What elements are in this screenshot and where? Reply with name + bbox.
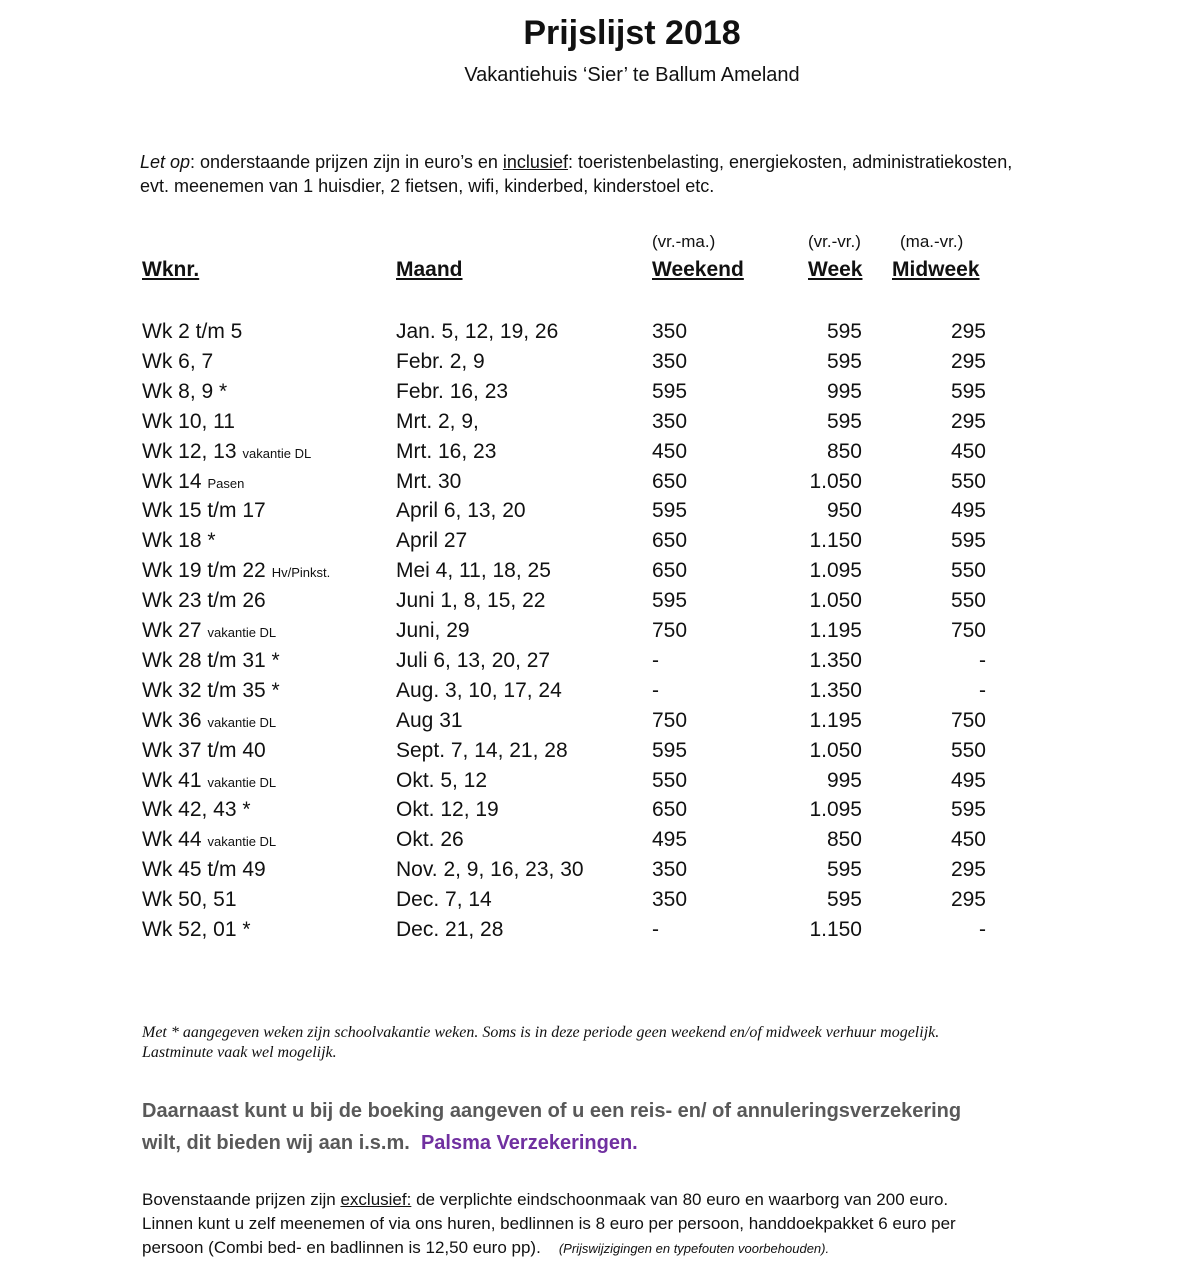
week-price-cell (762, 380, 862, 404)
week-number-cell-text: Wk 8, 9 * (142, 379, 228, 403)
week-price-cell-text: 995 (826, 768, 862, 792)
weekend-price-cell-text: - (652, 678, 659, 702)
week-price-cell (762, 828, 862, 852)
table-row (0, 679, 1190, 709)
midweek-price-cell-text: 450 (950, 828, 986, 852)
month-dates-cell (396, 649, 550, 673)
weekend-price-cell-text: 350 (652, 409, 688, 433)
midweek-price-cell (886, 888, 986, 912)
week-price-cell (762, 709, 862, 733)
week-number-cell (142, 559, 330, 583)
week-price-cell-text: 595 (826, 858, 862, 882)
weekend-price-cell (652, 499, 687, 523)
weekend-price-cell (652, 440, 687, 464)
table-row (0, 320, 1190, 350)
midweek-price-cell (886, 470, 986, 494)
midweek-price-cell (886, 320, 986, 344)
midweek-price-cell-text: 295 (950, 409, 986, 433)
insurance-partner-link[interactable]: Palsma Verzekeringen. (420, 1132, 638, 1154)
weekend-price-cell (652, 559, 687, 583)
week-price-cell-text: 1.150 (809, 529, 862, 553)
weekend-price-cell (652, 739, 687, 763)
weekend-price-cell-text: 650 (652, 529, 688, 553)
week-price-cell-text: 1.350 (809, 648, 862, 672)
week-price-cell-text: 1.195 (809, 708, 862, 732)
midweek-price-cell-text: 550 (950, 738, 986, 762)
intro-text-b: : toeristenbelasting, energiekosten, administratiekosten, (567, 152, 1013, 172)
month-dates-cell (396, 470, 461, 494)
table-row (0, 589, 1190, 619)
table-row (0, 380, 1190, 410)
midweek-price-cell-text: 595 (950, 379, 986, 403)
week-price-cell (762, 888, 862, 912)
week-price-cell-text: 595 (826, 349, 862, 373)
month-dates-cell (396, 619, 470, 643)
week-number-cell (142, 320, 248, 344)
week-number-cell (142, 769, 276, 793)
week-price-cell (762, 470, 862, 494)
midweek-price-cell (886, 739, 986, 763)
week-price-cell (762, 649, 862, 673)
week-price-cell-text: 1.050 (809, 589, 862, 613)
week-number-cell-text: Wk 23 t/m 26 (142, 589, 266, 613)
footnote-line-2: Lastminute vaak wel mogelijk. (142, 1044, 337, 1061)
weekend-price-cell-text: 595 (652, 738, 688, 762)
table-row (0, 888, 1190, 918)
week-number-cell (142, 619, 276, 643)
midweek-price-cell-text: 295 (950, 858, 986, 882)
weekend-sub-header: (vr.-ma.) (652, 232, 716, 251)
table-row (0, 918, 1190, 948)
table-row (0, 739, 1190, 769)
month-dates-cell-text: April 27 (396, 529, 468, 553)
page-subtitle: Vakantiehuis ‘Sier’ te Ballum Ameland (464, 64, 800, 86)
midweek-price-cell (886, 769, 986, 793)
month-dates-cell-text: Okt. 26 (396, 828, 464, 852)
midweek-price-cell (886, 679, 986, 703)
week-number-cell (142, 529, 222, 553)
weekend-price-cell-text: 350 (652, 858, 688, 882)
table-row (0, 769, 1190, 799)
month-dates-cell-text: April 6, 13, 20 (396, 499, 526, 523)
week-price-cell-text: 1.350 (809, 678, 862, 702)
month-dates-cell-text: Aug 31 (396, 708, 463, 732)
week-price-cell (762, 769, 862, 793)
weekend-price-cell-text: 750 (652, 708, 688, 732)
exclusief-label: exclusief: (340, 1190, 412, 1209)
page-title: Prijslijst 2018 (523, 14, 741, 52)
month-dates-cell (396, 589, 545, 613)
weekend-price-cell (652, 470, 687, 494)
midweek-price-cell-text: 450 (950, 439, 986, 463)
week-price-cell-text: 950 (826, 499, 862, 523)
week-number-cell-text: Wk 14 (142, 469, 202, 493)
midweek-price-cell-text: 495 (950, 768, 986, 792)
month-dates-cell (396, 440, 496, 464)
week-price-cell (762, 499, 862, 523)
weekend-price-cell (652, 798, 687, 822)
week-price-cell-text: 1.195 (809, 619, 862, 642)
column-header-weekend: Weekend (652, 258, 744, 281)
midweek-price-cell-text: 750 (950, 708, 986, 732)
intro-text-a: : onderstaande prijzen zijn in euro’s en (190, 152, 503, 172)
month-dates-cell (396, 888, 492, 912)
month-dates-cell (396, 858, 584, 882)
month-dates-cell-text: Febr. 16, 23 (396, 379, 509, 403)
week-number-cell-text: Wk 52, 01 * (142, 918, 251, 941)
intro-line-1 (140, 152, 1012, 173)
week-price-cell (762, 410, 862, 434)
midweek-price-cell-text: 595 (950, 798, 986, 822)
week-note: Hv/Pinkst. (271, 565, 331, 581)
let-op-label: Let op (140, 152, 191, 172)
midweek-price-cell (886, 649, 986, 673)
week-number-cell-text: Wk 18 * (142, 529, 216, 553)
month-dates-cell (396, 529, 467, 553)
week-price-cell (762, 679, 862, 703)
week-number-cell (142, 918, 257, 942)
week-note: vakantie DL (242, 445, 312, 461)
weekend-price-cell (652, 858, 687, 882)
week-note: vakantie DL (207, 714, 277, 730)
table-row (0, 440, 1190, 470)
month-dates-cell-text: Okt. 5, 12 (396, 768, 488, 792)
week-price-cell (762, 320, 862, 344)
midweek-price-cell (886, 709, 986, 733)
insurance-line-1: Daarnaast kunt u bij de boeking aangeven of u een reis- en/ of annuleringsverzekering (142, 1100, 962, 1122)
weekend-price-cell-text: - (652, 648, 659, 672)
month-dates-cell (396, 350, 485, 374)
weekend-price-cell (652, 619, 687, 643)
week-number-cell (142, 410, 241, 434)
week-note: vakantie DL (207, 625, 277, 640)
midweek-price-cell (886, 350, 986, 374)
weekend-price-cell-text: 595 (652, 589, 688, 613)
month-dates-cell (396, 769, 487, 793)
month-dates-cell (396, 320, 558, 344)
midweek-price-cell-text: - (979, 918, 986, 941)
weekend-price-cell-text: 595 (652, 499, 688, 523)
week-number-cell-text: Wk 15 t/m 17 (142, 499, 266, 523)
week-number-cell (142, 499, 272, 523)
month-dates-cell-text: Sept. 7, 14, 21, 28 (396, 738, 568, 762)
month-dates-cell-text: Mrt. 16, 23 (396, 439, 497, 463)
week-price-cell (762, 559, 862, 583)
bottom-line-1: Bovenstaande prijzen zijn exclusief: de verplichte eindschoonmaak van 80 euro en waarborg van 200 euro. (142, 1190, 949, 1209)
column-header-wknr: Wknr. (142, 258, 200, 281)
intro-line-2: evt. meenemen van 1 huisdier, 2 fietsen, wifi, kinderbed, kinderstoel etc. (140, 176, 715, 196)
month-dates-cell-text: Dec. 7, 14 (396, 888, 492, 912)
weekend-price-cell (652, 828, 687, 852)
week-price-cell-text: 1.095 (809, 559, 862, 583)
month-dates-cell (396, 828, 464, 852)
month-dates-cell-text: Juni, 29 (396, 619, 470, 642)
week-price-cell (762, 440, 862, 464)
week-number-cell-text: Wk 37 t/m 40 (142, 738, 266, 762)
table-row (0, 499, 1190, 529)
weekend-price-cell (652, 410, 687, 434)
week-price-cell (762, 798, 862, 822)
bottom-line-3: persoon (Combi bed- en badlinnen is 12,50 euro pp). (Prijswijzigingen en typefouten voorbehouden). (142, 1238, 830, 1257)
week-note: Pasen (207, 475, 245, 491)
week-number-cell (142, 888, 243, 912)
midweek-price-cell-text: 750 (950, 619, 986, 642)
week-number-cell (142, 380, 233, 404)
table-row (0, 649, 1190, 679)
month-dates-cell-text: Juni 1, 8, 15, 22 (396, 589, 546, 613)
week-number-cell-text: Wk 50, 51 (142, 888, 237, 912)
column-header-midweek: Midweek (892, 258, 980, 281)
week-number-cell-text: Wk 36 (142, 708, 202, 732)
week-number-cell-text: Wk 27 (142, 619, 202, 642)
month-dates-cell (396, 709, 463, 733)
month-dates-cell-text: Mrt. 2, 9, (396, 409, 479, 433)
month-dates-cell-text: Febr. 2, 9 (396, 349, 485, 373)
week-sub-header: (vr.-vr.) (808, 232, 861, 251)
week-number-cell-text: Wk 19 t/m 22 (142, 559, 266, 583)
week-number-cell-text: Wk 6, 7 (142, 349, 214, 373)
footnote-line-1: Met * aangegeven weken zijn schoolvakantie weken. Soms is in deze periode geen weekend en/of midweek verhuur mogelijk. (142, 1024, 940, 1041)
week-number-cell (142, 858, 272, 882)
month-dates-cell-text: Dec. 21, 28 (396, 918, 504, 941)
weekend-price-cell-text: 650 (652, 469, 688, 493)
week-number-cell (142, 589, 272, 613)
month-dates-cell (396, 679, 562, 703)
midweek-price-cell (886, 858, 986, 882)
midweek-price-cell-text: 295 (950, 349, 986, 373)
month-dates-cell-text: Mrt. 30 (396, 469, 462, 493)
column-header-maand: Maand (396, 258, 463, 281)
midweek-price-cell-text: - (979, 678, 986, 702)
week-price-cell (762, 350, 862, 374)
weekend-price-cell (652, 589, 687, 613)
midweek-price-cell (886, 529, 986, 553)
week-price-cell (762, 918, 862, 942)
midweek-price-cell (886, 798, 986, 822)
month-dates-cell (396, 559, 551, 583)
week-price-cell-text: 850 (826, 439, 862, 463)
month-dates-cell (396, 499, 526, 523)
table-row (0, 470, 1190, 500)
midweek-price-cell-text: 495 (950, 499, 986, 523)
week-number-cell (142, 649, 286, 673)
week-price-cell-text: 1.150 (809, 918, 862, 941)
month-dates-cell (396, 410, 479, 434)
weekend-price-cell (652, 320, 687, 344)
month-dates-cell-text: Nov. 2, 9, 16, 23, 30 (396, 858, 584, 882)
week-number-cell (142, 470, 244, 494)
weekend-price-cell-text: 495 (652, 828, 688, 852)
week-number-cell (142, 709, 276, 733)
month-dates-cell-text: Mei 4, 11, 18, 25 (396, 559, 551, 583)
midweek-price-cell-text: - (979, 648, 986, 672)
weekend-price-cell-text: 350 (652, 888, 688, 912)
weekend-price-cell-text: 750 (652, 619, 688, 642)
week-price-cell-text: 595 (826, 320, 862, 343)
week-number-cell-text: Wk 44 (142, 828, 202, 852)
disclaimer: (Prijswijzigingen en typefouten voorbehouden). (558, 1241, 830, 1256)
week-price-cell (762, 739, 862, 763)
weekend-price-cell-text: 650 (652, 559, 688, 583)
week-note: vakantie DL (207, 834, 277, 850)
week-number-cell (142, 679, 286, 703)
midweek-price-cell (886, 559, 986, 583)
week-price-cell-text: 995 (826, 379, 862, 403)
weekend-price-cell-text: 595 (652, 379, 688, 403)
week-number-cell-text: Wk 12, 13 (142, 439, 237, 463)
week-number-cell (142, 440, 311, 464)
month-dates-cell-text: Jan. 5, 12, 19, 26 (396, 320, 559, 343)
table-row (0, 559, 1190, 589)
insurance-line-2: wilt, dit bieden wij aan i.s.m. Palsma Verzekeringen. (142, 1132, 638, 1154)
week-number-cell (142, 798, 257, 822)
midweek-price-cell (886, 918, 986, 942)
bottom-line-2: Linnen kunt u zelf meenemen of via ons huren, bedlinnen is 8 euro per persoon, handdoekpakket 6 euro per (142, 1214, 956, 1233)
midweek-price-cell (886, 410, 986, 434)
table-row (0, 798, 1190, 828)
week-price-cell-text: 595 (826, 888, 862, 912)
week-number-cell-text: Wk 45 t/m 49 (142, 858, 266, 882)
week-price-cell (762, 589, 862, 613)
weekend-price-cell (652, 649, 659, 673)
midweek-price-cell (886, 440, 986, 464)
week-number-cell-text: Wk 32 t/m 35 * (142, 678, 280, 702)
weekend-price-cell (652, 918, 659, 942)
weekend-price-cell (652, 769, 687, 793)
month-dates-cell-text: Aug. 3, 10, 17, 24 (396, 678, 562, 702)
weekend-price-cell (652, 679, 659, 703)
weekend-price-cell (652, 529, 687, 553)
table-row (0, 410, 1190, 440)
week-price-cell (762, 529, 862, 553)
weekend-price-cell-text: 650 (652, 798, 688, 822)
midweek-price-cell-text: 550 (950, 469, 986, 493)
week-price-cell-text: 595 (826, 409, 862, 433)
midweek-sub-header: (ma.-vr.) (900, 232, 964, 251)
weekend-price-cell-text: 450 (652, 439, 688, 463)
week-number-cell (142, 739, 272, 763)
month-dates-cell (396, 739, 568, 763)
week-price-cell (762, 858, 862, 882)
month-dates-cell (396, 380, 508, 404)
week-price-cell-text: 1.095 (809, 798, 862, 822)
weekend-price-cell (652, 380, 687, 404)
week-price-cell-text: 1.050 (809, 738, 862, 762)
weekend-price-cell (652, 888, 687, 912)
week-number-cell-text: Wk 10, 11 (142, 409, 235, 433)
week-price-cell-text: 850 (826, 828, 862, 852)
midweek-price-cell (886, 499, 986, 523)
table-row (0, 619, 1190, 649)
week-number-cell-text: Wk 41 (142, 768, 202, 792)
midweek-price-cell-text: 295 (950, 888, 986, 912)
midweek-price-cell (886, 380, 986, 404)
month-dates-cell (396, 798, 499, 822)
week-number-cell (142, 350, 219, 374)
week-note: vakantie DL (207, 774, 277, 790)
midweek-price-cell-text: 595 (950, 529, 986, 553)
midweek-price-cell-text: 295 (950, 320, 986, 343)
midweek-price-cell (886, 828, 986, 852)
month-dates-cell-text: Juli 6, 13, 20, 27 (396, 648, 551, 672)
week-price-cell-text: 1.050 (809, 469, 862, 493)
weekend-price-cell (652, 709, 687, 733)
week-number-cell-text: Wk 42, 43 * (142, 798, 251, 822)
weekend-price-cell-text: 350 (652, 320, 688, 343)
weekend-price-cell-text: - (652, 918, 659, 941)
week-number-cell-text: Wk 28 t/m 31 * (142, 648, 280, 672)
midweek-price-cell-text: 550 (950, 589, 986, 613)
table-row (0, 709, 1190, 739)
week-price-cell (762, 619, 862, 643)
week-number-cell-text: Wk 2 t/m 5 (142, 320, 243, 343)
weekend-price-cell (652, 350, 687, 374)
table-row (0, 858, 1190, 888)
month-dates-cell-text: Okt. 12, 19 (396, 798, 499, 822)
midweek-price-cell-text: 550 (950, 559, 986, 583)
month-dates-cell (396, 918, 503, 942)
midweek-price-cell (886, 589, 986, 613)
midweek-price-cell (886, 619, 986, 643)
table-row (0, 529, 1190, 559)
week-number-cell (142, 828, 276, 852)
inclusief-label: inclusief (502, 152, 568, 172)
weekend-price-cell-text: 550 (652, 768, 688, 792)
column-header-week: Week (808, 258, 863, 281)
table-row (0, 828, 1190, 858)
table-row (0, 350, 1190, 380)
weekend-price-cell-text: 350 (652, 349, 688, 373)
